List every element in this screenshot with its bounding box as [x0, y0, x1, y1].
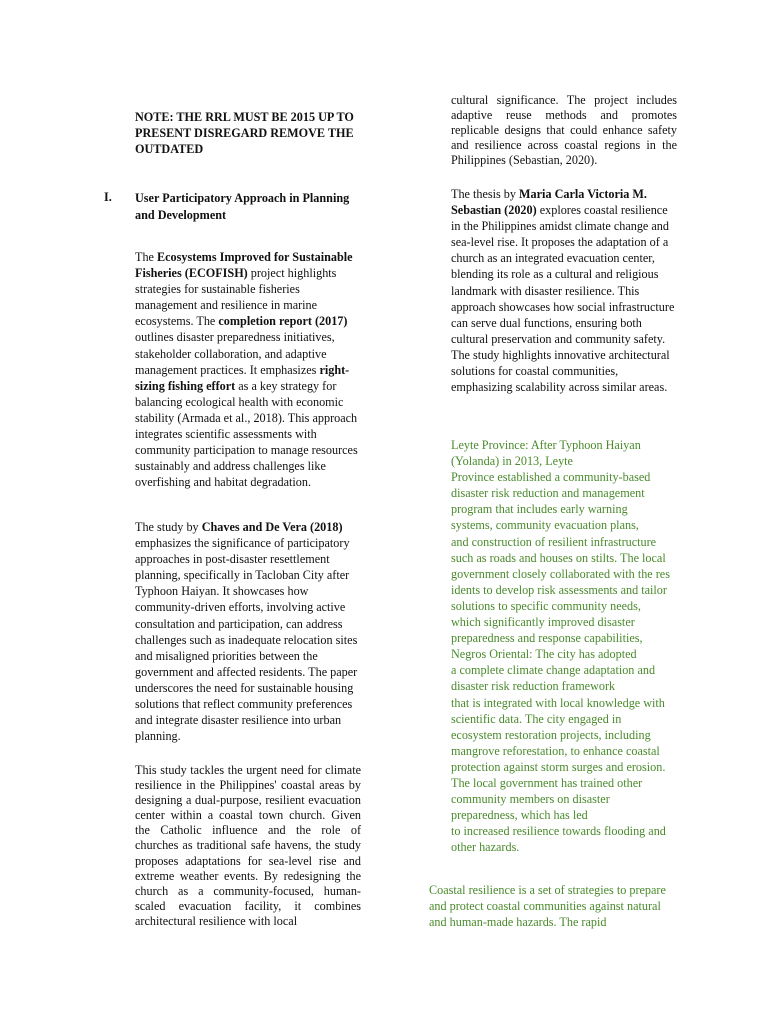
bold-run: right-sizing fishing effort: [135, 362, 350, 393]
green-line: preparedness and response capabilities,: [451, 631, 643, 646]
sebastian-paragraph: [451, 186, 677, 395]
green-line: disaster risk reduction and management: [451, 486, 645, 501]
green-line: Coastal resilience is a set of strategies to prepare: [429, 883, 666, 897]
green-line: such as roads and houses on stilts. The local: [451, 550, 666, 565]
green-line: disaster risk reduction framework: [451, 679, 616, 694]
green-line: preparedness, which has led: [451, 808, 588, 823]
green-line: which significantly improved disaster: [451, 615, 635, 630]
green-line: and construction of resilient infrastructure: [451, 534, 657, 549]
green-line: that is integrated with local knowledge with: [451, 695, 665, 710]
green-line: to increased resilience towards flooding and: [451, 824, 666, 839]
green-line: ecosystem restoration projects, including: [451, 727, 651, 742]
ecofish-paragraph: [135, 249, 361, 490]
coastal-resilience-notes: [429, 882, 699, 930]
green-line: program that includes early warning: [451, 502, 628, 517]
green-line: mangrove reforestation, to enhance coastal: [451, 743, 660, 758]
green-line: systems, community evacuation plans,: [451, 518, 639, 533]
green-line: and human-made hazards. The rapid: [429, 915, 607, 930]
study-paragraph: [135, 763, 361, 929]
text-run: explores coastal resilience in the Philippines amidst climate change and sea-level rise. It proposes the adaptation of a church as an integrated evacuation center, blending its role as a cultural and religious landmark with disaster resilience. This approach showcases how social infrastructure can serve dual functions, ensuring both cultural preservation and community safety. The study highlights innovative architectural solutions for coastal communities, emphasizing scalability across similar areas.: [451, 203, 675, 395]
section-number: I.: [104, 190, 112, 204]
bold-run: Chaves and De Vera (2018): [201, 520, 343, 534]
cultural-paragraph: [451, 93, 677, 168]
green-line: (Yolanda) in 2013, Leyte: [451, 454, 573, 469]
text-run: outlines disaster preparedness initiatives, stakeholder collaboration, and adaptive management practices. It emphasizes: [135, 330, 335, 377]
text-run: emphasizes the significance of participatory approaches in post-disaster resettlement planning, specifically in Tacloban City after Typhoon Haiyan. It showcases how community-driven efforts, involving active consultation and participation, can address challenges such as inadequate relocation sites and misaligned priorities between the government and affected residents. The paper underscores the need for sustainable housing solutions that reflect community preferences and integrate disaster resilience into urban planning.: [135, 536, 358, 744]
text-run: as a key strategy for balancing ecological health with economic stability (Armada et al., 2018). This approach integrates scientific assessments with community participation to manage resources sustainably and address challenges like overfishing and habitat degradation.: [135, 378, 358, 490]
green-line: Province established a community-based: [451, 470, 651, 485]
bold-run: completion report (2017): [218, 314, 348, 329]
bold-run: Ecosystems Improved for Sustainable Fisheries (ECOFISH): [135, 250, 353, 281]
green-line: a complete climate change adaptation and: [451, 663, 656, 678]
text-run: project highlights strategies for sustainable fisheries management and resilience in marine ecosystems. The: [135, 266, 337, 329]
green-line: protection against storm surges and erosion.: [451, 759, 666, 774]
text-run: The study by: [135, 520, 202, 534]
rrl-note: NOTE: THE RRL MUST BE 2015 UP TO PRESENT DISREGARD REMOVE THE OUTDATED: [135, 110, 354, 156]
green-line: Leyte Province: After Typhoon Haiyan: [451, 438, 641, 452]
section-title: User Participatory Approach in Planning and Development: [135, 191, 350, 222]
chaves-paragraph: [135, 519, 361, 744]
green-line: The local government has trained other: [451, 775, 643, 790]
green-line: and protect coastal communities against natural: [429, 899, 661, 914]
text-run: The thesis by: [451, 187, 520, 201]
green-line: community members on disaster: [451, 792, 610, 807]
green-line: government closely collaborated with the res: [451, 566, 670, 581]
bold-run: Maria Carla Victoria M. Sebastian (2020): [451, 187, 647, 218]
paragraph-text: cultural significance. The project includes adaptive reuse methods and promotes replicable designs that could enhance safety and resilience across coastal regions in the Philippines (Sebastian, 2020).: [451, 93, 677, 168]
green-line: other hazards.: [451, 840, 520, 855]
paragraph-text: This study tackles the urgent need for climate resilience in the Philippines' coastal areas by designing a dual-purpose, resilient evacuation center within a coastal town church. Given the Catholic influence and the role of churches as traditional safe havens, the study proposes adaptations for sea-level rise and extreme weather events. By redesigning the church as a community-focused, human-scaled evacuation facility, it combines architectural resilience with local: [135, 763, 361, 928]
green-line: idents to develop risk assessments and tailor: [451, 582, 667, 597]
text-run: The: [135, 250, 157, 264]
green-line: scientific data. The city engaged in: [451, 711, 622, 726]
green-notes: [451, 437, 691, 855]
green-line: solutions to specific community needs,: [451, 598, 641, 613]
green-line: Negros Oriental: The city has adopted: [451, 647, 637, 662]
